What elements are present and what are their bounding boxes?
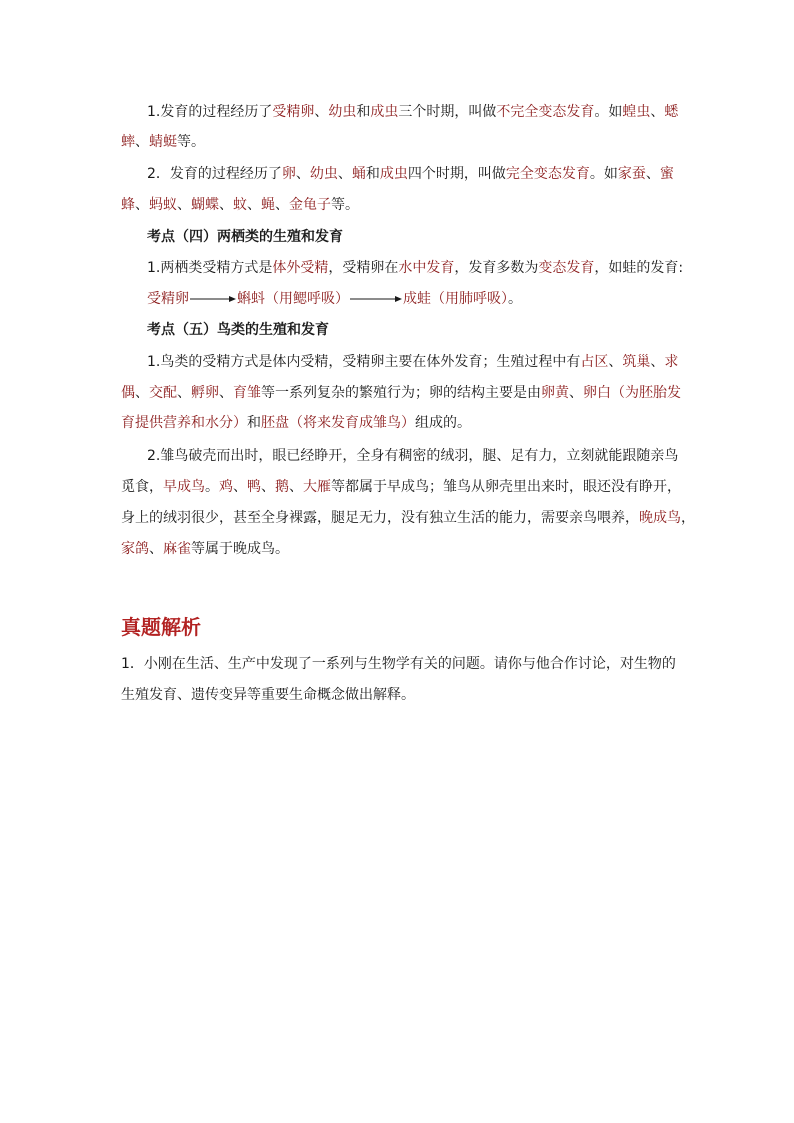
highlight-term: 蝇 [261, 197, 275, 213]
text-segment: 、 [219, 197, 233, 213]
text-line [147, 258, 683, 278]
highlight-term: 家蚕 [617, 166, 646, 182]
highlight-term: 蜜 [659, 166, 674, 182]
text-segment: 、 [275, 197, 289, 213]
text-segment: 等一系列复杂的繁殖行为；卵的结构主要是由 [261, 385, 541, 401]
highlight-term: 蛹 [351, 166, 366, 182]
text-segment: 四个时期，叫做 [407, 166, 506, 182]
highlight-term: 交配 [149, 385, 177, 401]
text-segment: 、 [650, 354, 665, 370]
text-segment: 1.鸟类的受精方式是体内受精，受精卵主要在体外发育；生殖过程中有 [147, 354, 581, 370]
text-segment: 、 [650, 104, 665, 120]
highlight-term: 鸡 [219, 479, 233, 495]
text-segment: 、 [233, 479, 247, 495]
highlight-term: 筑巢 [622, 354, 651, 370]
highlight-term: 蟀 [121, 134, 135, 150]
text-line [121, 539, 289, 559]
text-segment: 。 [205, 479, 219, 495]
text-segment: 、 [177, 197, 191, 213]
highlight-term: 水中发育 [398, 260, 455, 276]
highlight-term: 成虫 [370, 104, 399, 120]
text-segment: 1．小刚在生活、生产中发现了一系列与生物学有关的问题。请你与他合作讨论，对生物的 [121, 656, 676, 672]
text-segment: 。如 [594, 104, 623, 120]
text-line [121, 413, 471, 433]
text-segment: 。如 [589, 166, 618, 182]
text-segment: 三个时期，叫做 [398, 104, 497, 120]
text-segment: ，发育多数为 [454, 260, 539, 276]
section-heading [147, 227, 343, 247]
text-segment: 、 [569, 385, 583, 401]
text-line [121, 195, 359, 215]
highlight-term: 孵卵 [191, 385, 219, 401]
highlight-term: 蜂 [121, 197, 135, 213]
highlight-term: 育雏 [233, 385, 261, 401]
text-segment: 、 [177, 385, 191, 401]
section-heading [147, 320, 329, 340]
highlight-term: 卵黄 [541, 385, 569, 401]
text-segment: 、 [261, 479, 275, 495]
highlight-term: 卵白（为胚胎发 [583, 385, 681, 401]
text-segment: ， [681, 510, 695, 526]
highlight-term: 蝌蚪（用鳃呼吸） [237, 291, 349, 307]
text-segment: 、 [289, 479, 303, 495]
text-segment: 2.雏鸟破壳而出时，眼已经睁开，全身有稠密的绒羽，腿、足有力，立刻就能跟随亲鸟 [147, 448, 679, 464]
highlight-term: 占区 [580, 354, 609, 370]
text-line [121, 477, 681, 497]
highlight-term: 偶 [121, 385, 135, 401]
text-segment: ，如蛙的发育: [594, 260, 684, 276]
highlight-term: 变态发育 [538, 260, 595, 276]
text-segment: 考点（四）两栖类的生殖和发育 [147, 229, 343, 245]
highlight-term: 蟋 [664, 104, 679, 120]
text-segment: 、 [295, 166, 310, 182]
highlight-term: 幼虫 [328, 104, 357, 120]
text-segment: 等。 [331, 197, 359, 213]
text-segment: 、 [337, 166, 352, 182]
text-segment: 、 [608, 354, 623, 370]
text-line [121, 383, 681, 403]
text-segment: 和 [365, 166, 380, 182]
text-segment: 、 [149, 541, 163, 557]
highlight-term: 受精卵 [147, 291, 189, 307]
text-segment: 等。 [177, 134, 205, 150]
text-segment: 等属于晚成鸟。 [191, 541, 289, 557]
highlight-term: 不完全变态发育 [496, 104, 595, 120]
text-segment: 身上的绒羽很少，甚至全身裸露，腿足无力，没有独立生活的能力，需要亲鸟喂养， [121, 510, 639, 526]
text-line [121, 132, 205, 152]
highlight-term: 蚊 [233, 197, 247, 213]
text-segment: 和 [247, 415, 261, 431]
highlight-term: 蚂蚁 [149, 197, 177, 213]
section-title: 真题解析 [121, 615, 201, 639]
text-segment: 。 [508, 291, 522, 307]
highlight-term: 金龟子 [289, 197, 331, 213]
highlight-term: 早成鸟 [163, 479, 205, 495]
text-segment: 、 [219, 385, 233, 401]
highlight-term: 蜻蜓 [149, 134, 177, 150]
highlight-term: 受精卵 [272, 104, 315, 120]
highlight-term: 胚盘（将来发育成雏鸟） [261, 415, 415, 431]
text-line [147, 289, 522, 309]
arrow-icon [190, 294, 236, 304]
highlight-term: 家鸽 [121, 541, 149, 557]
text-segment: 、 [645, 166, 660, 182]
highlight-term: 鹅 [275, 479, 289, 495]
highlight-term: 鸭 [247, 479, 261, 495]
text-segment: 、 [135, 385, 149, 401]
highlight-term: 求 [664, 354, 679, 370]
text-segment: 1.两栖类受精方式是 [147, 260, 273, 276]
highlight-term: 育提供营养和水分） [121, 415, 247, 431]
text-line [147, 102, 678, 122]
highlight-term: 完全变态发育 [505, 166, 590, 182]
text-segment: ，受精卵在 [328, 260, 399, 276]
highlight-term: 麻雀 [163, 541, 191, 557]
text-segment: 和 [356, 104, 371, 120]
highlight-term: 体外受精 [272, 260, 329, 276]
text-segment: 、 [314, 104, 329, 120]
text-segment: 1.发育的过程经历了 [147, 104, 273, 120]
text-segment: 、 [135, 134, 149, 150]
text-segment: 、 [247, 197, 261, 213]
highlight-term: 幼虫 [309, 166, 338, 182]
highlight-term: 晚成鸟 [639, 510, 681, 526]
text-segment: 组成的。 [415, 415, 471, 431]
text-line [121, 654, 676, 674]
text-segment: 觅食， [121, 479, 163, 495]
highlight-term: 卵 [281, 166, 296, 182]
highlight-term: 成蛙（用肺呼吸） [403, 291, 508, 307]
text-segment: 、 [135, 197, 149, 213]
text-line [147, 164, 674, 184]
highlight-term: 蝴蝶 [191, 197, 219, 213]
text-line [121, 685, 415, 705]
text-segment: 生殖发育、遗传变异等重要生命概念做出解释。 [121, 687, 415, 703]
text-line [147, 352, 678, 372]
text-line [121, 508, 695, 528]
highlight-term: 大雁 [303, 479, 331, 495]
arrow-icon [350, 294, 402, 304]
text-line [147, 446, 678, 466]
highlight-term: 成虫 [379, 166, 408, 182]
text-segment: 2．发育的过程经历了 [147, 166, 282, 182]
text-segment: 考点（五）鸟类的生殖和发育 [147, 322, 329, 338]
highlight-term: 蝗虫 [622, 104, 651, 120]
text-segment: 等都属于早成鸟；雏鸟从卵壳里出来时，眼还没有睁开， [331, 479, 681, 495]
